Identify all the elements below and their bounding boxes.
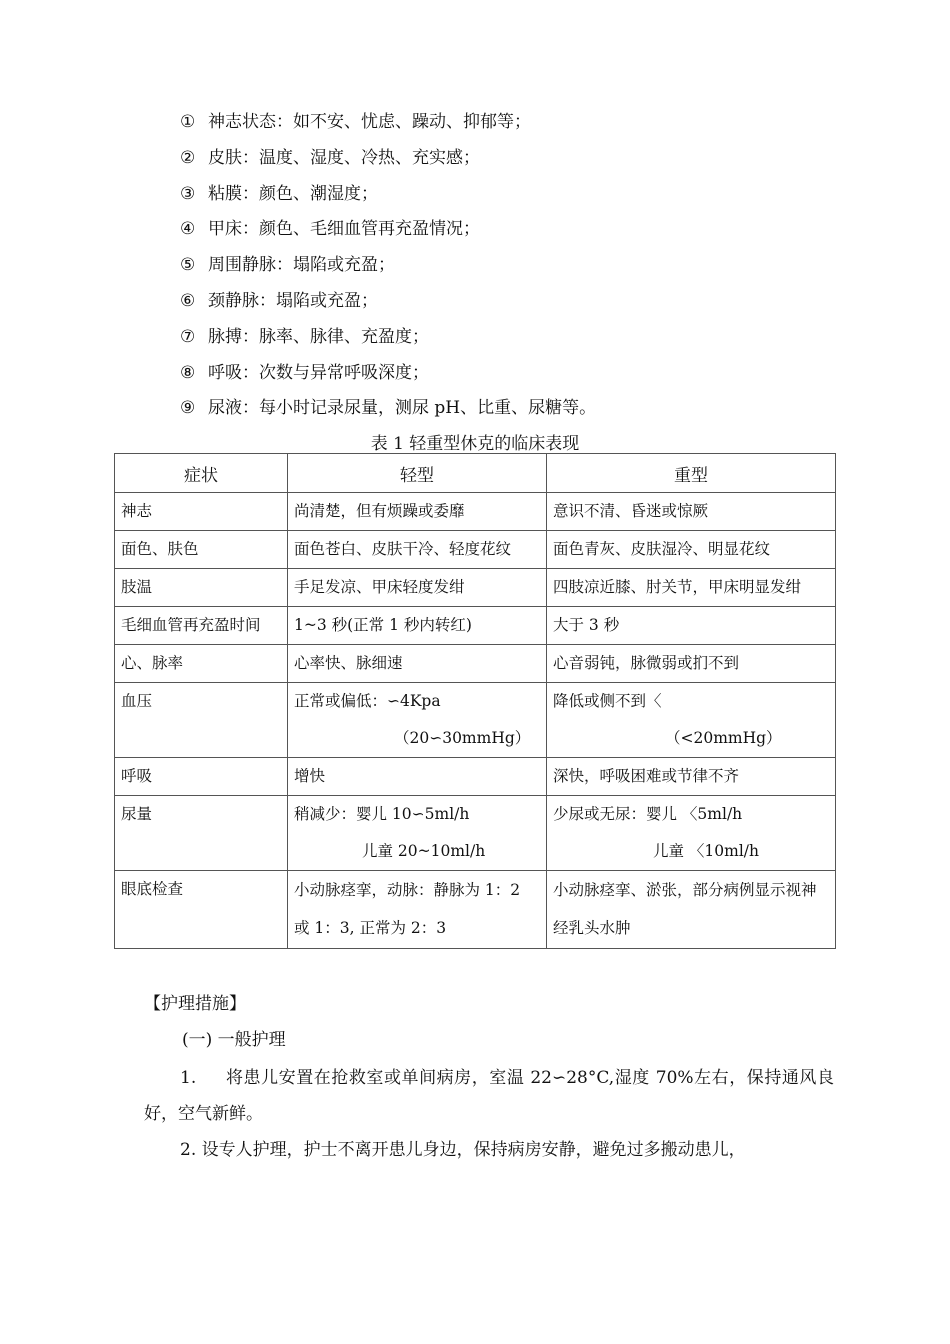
cell-symptom: 肢温 [115, 569, 288, 607]
cell-mild: 尚清楚，但有烦躁或委靡 [288, 493, 547, 531]
cell-mild: 小动脉痉挛，动脉：静脉为 1：2 或 1：3, 正常为 2：3 [288, 871, 547, 949]
cell-severe: 大于 3 秒 [547, 607, 836, 645]
table-row [115, 493, 836, 531]
cell-line: 稍减少：婴儿 10∽5ml/h [294, 805, 470, 823]
subsection-heading: (一) 一般护理 [182, 1030, 286, 1050]
item-number: ② [180, 147, 196, 168]
list-item [180, 321, 860, 357]
table-row [115, 871, 836, 949]
cell-mild: 增快 [288, 758, 547, 796]
item-number: ④ [180, 219, 196, 240]
item-number: ① [180, 112, 196, 132]
list-item [180, 213, 860, 249]
item-number: ⑧ [180, 362, 196, 383]
item-text: 呼吸：次数与异常呼吸深度； [208, 362, 429, 383]
table-row [115, 569, 836, 607]
cell-mild: 面色苍白、皮肤干冷、轻度花纹 [288, 531, 547, 569]
cell-mild [288, 796, 547, 871]
item-text: 颈静脉：塌陷或充盈； [208, 290, 378, 311]
nursing-measures [144, 988, 834, 1168]
table-row [115, 645, 836, 683]
item-text: 周围静脉：塌陷或充盈； [208, 255, 395, 276]
cell-symptom: 眼底检查 [115, 871, 288, 949]
cell-severe: 面色青灰、皮肤湿冷、明显花纹 [547, 531, 836, 569]
cell-severe: 小动脉痉挛、淤张，部分病例显示视神经乳头水肿 [547, 871, 836, 949]
table-row [115, 607, 836, 645]
list-item [180, 285, 860, 321]
item-number: ⑤ [180, 255, 196, 276]
cell-mild: 1~3 秒(正常 1 秒内转红) [288, 607, 547, 645]
cell-symptom: 毛细血管再充盈时间 [115, 607, 288, 645]
cell-severe: 深快，呼吸困难或节律不齐 [547, 758, 836, 796]
list-item [180, 178, 860, 214]
cell-line: （<20mmHg） [665, 729, 782, 747]
item-text: 皮肤：温度、湿度、冷热、充实感； [208, 147, 480, 168]
item-text: 甲床：颜色、毛细血管再充盈情况； [208, 219, 480, 240]
item-text: 神志状态：如不安、忧虑、躁动、抑郁等； [208, 112, 531, 132]
item-text: 脉搏：脉率、脉律、充盈度； [208, 326, 429, 347]
table-row [115, 531, 836, 569]
item-number: ③ [180, 183, 196, 204]
cell-severe: 意识不清、昏迷或惊厥 [547, 493, 836, 531]
item-text: 尿液：每小时记录尿量，测尿 pH、比重、尿糖等。 [208, 398, 597, 419]
cell-symptom: 尿量 [115, 796, 288, 871]
item-text: 粘膜：颜色、潮湿度； [208, 183, 378, 204]
item-number: ⑦ [180, 326, 196, 347]
observation-list [180, 106, 860, 428]
cell-symptom: 神志 [115, 493, 288, 531]
cell-mild: 心率快、脉细速 [288, 645, 547, 683]
cell-line: 儿童 20~10ml/h [362, 842, 486, 860]
cell-severe: 四肢凉近膝、肘关节，甲床明显发绀 [547, 569, 836, 607]
list-item [180, 249, 860, 285]
cell-mild: 手足发凉、甲床轻度发绀 [288, 569, 547, 607]
header-mild: 轻型 [288, 454, 547, 493]
cell-mild [288, 683, 547, 758]
clinical-table [114, 453, 836, 949]
cell-severe [547, 683, 836, 758]
cell-symptom: 面色、肤色 [115, 531, 288, 569]
cell-severe: 心音弱钝，脉微弱或扪不到 [547, 645, 836, 683]
header-symptom: 症状 [115, 454, 288, 493]
item-number: ⑨ [180, 398, 196, 419]
item-number: ⑥ [180, 290, 196, 311]
list-item [180, 392, 860, 428]
table-header-row [115, 454, 836, 493]
header-severe: 重型 [547, 454, 836, 493]
cell-symptom: 呼吸 [115, 758, 288, 796]
list-item [180, 357, 860, 393]
paragraph: 2. 设专人护理，护士不离开患儿身边，保持病房安静，避免过多搬动患儿， [180, 1140, 746, 1160]
table-row [115, 796, 836, 871]
cell-line: （20∽30mmHg） [394, 729, 531, 747]
table-row [115, 758, 836, 796]
cell-line: 儿童 〈10ml/h [653, 842, 760, 860]
cell-severe [547, 796, 836, 871]
section-heading: 【护理措施】 [144, 994, 246, 1014]
table-row [115, 683, 836, 758]
cell-symptom: 血压 [115, 683, 288, 758]
table-caption: 表 1 轻重型休克的临床表现 [370, 434, 580, 454]
cell-line: 正常或偏低：∽4Kpa [294, 692, 441, 710]
cell-symptom: 心、脉率 [115, 645, 288, 683]
list-item [180, 106, 860, 142]
paragraph: 1. 将患儿安置在抢救室或单间病房，室温 22∽28°C,湿度 70%左右，保持通风良好，空气新鲜。 [144, 1068, 834, 1124]
list-item [180, 142, 860, 178]
cell-line: 少尿或无尿：婴儿 〈5ml/h [553, 805, 743, 823]
cell-line: 降低或侧不到〈 [553, 692, 662, 710]
